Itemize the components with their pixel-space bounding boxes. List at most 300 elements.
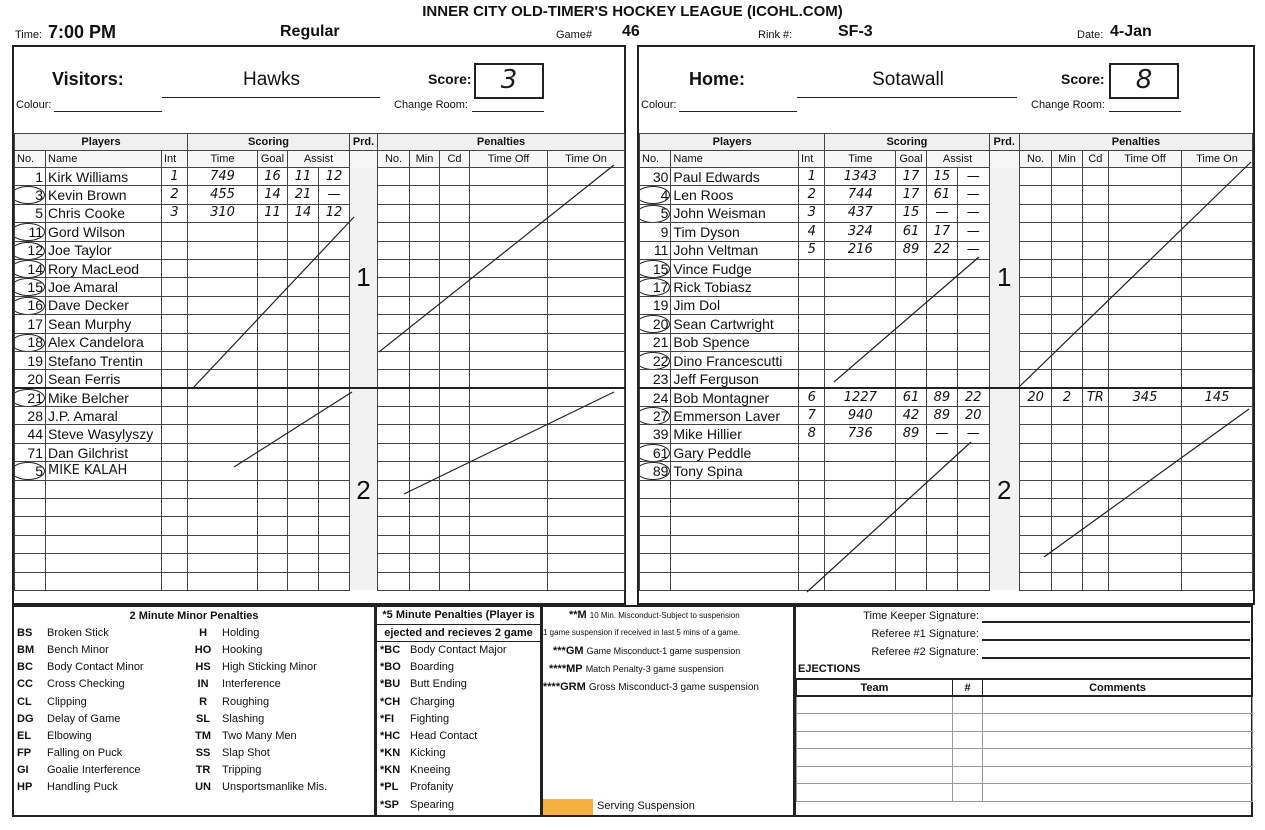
- home-penalty-time-on: [1181, 407, 1252, 425]
- home-penalty-time-on: [1181, 278, 1252, 296]
- visitors-penalty-cd: [440, 351, 470, 369]
- time-label: Time:: [15, 29, 43, 41]
- visitors-header-row-1: [15, 134, 625, 151]
- home-penalty-cd: [1082, 462, 1108, 480]
- home-score-label: Score:: [1061, 71, 1105, 87]
- visitors-penalty-no: [378, 351, 410, 369]
- visitors-penalty-time-on: [548, 223, 625, 241]
- visitors-player-name: Steve Wasylyszy: [46, 425, 162, 443]
- circle-mark: [640, 315, 671, 333]
- ejection-cell[interactable]: [797, 749, 953, 767]
- home-scoring-a2: —: [958, 241, 989, 259]
- home-scoring-a1: [926, 554, 957, 572]
- home-scoring-time: 736: [825, 425, 896, 443]
- visitors-scoring-int: [162, 407, 188, 425]
- home-penalty-cd: [1082, 480, 1108, 498]
- visitors-col-int: Int: [162, 151, 188, 168]
- table-row: [15, 407, 625, 425]
- visitors-change-room-label: Change Room:: [394, 99, 468, 111]
- visitors-penalty-cd: [440, 407, 470, 425]
- visitors-scoring-int: [162, 259, 188, 277]
- minor-desc: Hooking: [222, 643, 263, 656]
- visitors-player-name: Dan Gilchrist: [46, 443, 162, 461]
- major-desc: Boarding: [410, 661, 455, 674]
- visitors-penalty-time-on: [548, 296, 625, 314]
- home-scoring-goal: [896, 462, 926, 480]
- home-penalty-no: [1019, 333, 1051, 351]
- visitors-scoring-goal: [258, 443, 288, 461]
- home-score-box: [1109, 63, 1179, 99]
- home-penalty-time-off: [1109, 517, 1182, 535]
- visitors-colour-line: [54, 111, 162, 112]
- home-penalty-time-on: [1181, 499, 1252, 517]
- table-row: [640, 480, 1253, 498]
- ejection-cell[interactable]: [797, 714, 953, 732]
- visitors-scoring-time: [188, 443, 258, 461]
- home-player-name: Jim Dol: [671, 296, 799, 314]
- visitors-scoring-a1: [288, 278, 319, 296]
- major-desc: Fighting: [410, 712, 450, 725]
- home-scoring-a2: —: [958, 186, 989, 204]
- minor-code: CL: [17, 695, 32, 708]
- table-row: [15, 168, 625, 186]
- home-scoring-time: [825, 351, 896, 369]
- home-penalty-min: [1052, 278, 1082, 296]
- table-row: [15, 370, 625, 388]
- visitors-scoring-goal: [258, 425, 288, 443]
- home-penalty-cd: [1082, 333, 1108, 351]
- visitors-player-number: [15, 517, 46, 535]
- minor-desc: Slashing: [222, 712, 265, 725]
- visitors-penalty-time-on: [548, 517, 625, 535]
- major-desc: Kicking: [410, 747, 446, 760]
- ejection-cell[interactable]: [983, 731, 1253, 749]
- home-scoring-a2: [958, 462, 989, 480]
- ejections-title: EJECTIONS: [798, 663, 861, 675]
- home-penalty-min: [1052, 241, 1082, 259]
- home-team-name: Sotawall: [872, 69, 944, 90]
- major-code: *BC: [380, 644, 401, 657]
- ejection-cell[interactable]: [983, 784, 1253, 802]
- list-item: [14, 641, 374, 658]
- visitors-col-no: No.: [15, 151, 46, 168]
- visitors-penalty-time-off: [470, 370, 548, 388]
- home-player-name: Jeff Ferguson: [671, 370, 799, 388]
- home-scoring-a2: —: [958, 204, 989, 222]
- home-penalty-time-off: [1109, 572, 1182, 590]
- visitors-scoring-int: [162, 572, 188, 590]
- home-penalty-min: [1052, 186, 1082, 204]
- ejection-cell[interactable]: [983, 749, 1253, 767]
- home-col-assist: Assist: [926, 151, 989, 168]
- table-row: [640, 296, 1253, 314]
- home-penalty-min: [1052, 296, 1082, 314]
- home-scoring-a1: [926, 443, 957, 461]
- home-scoring-a2: [958, 278, 989, 296]
- ejection-cell[interactable]: [953, 696, 983, 714]
- minor-code: TM: [195, 729, 211, 742]
- visitors-scoring-time: [188, 535, 258, 553]
- minor-desc: Delay of Game: [47, 712, 121, 725]
- home-player-name: Gary Peddle: [671, 443, 799, 461]
- home-header-row-2: [640, 151, 1253, 168]
- minor-desc: Unsportsmanlike Mis.: [222, 781, 328, 794]
- visitors-penalty-time-on: [548, 241, 625, 259]
- home-scoring-a1: [926, 535, 957, 553]
- misconduct-m-desc: 10 Min. Misconduct-Subject to suspension: [589, 611, 740, 620]
- visitors-penalty-no: [378, 388, 410, 406]
- home-player-name: [671, 572, 799, 590]
- ejection-cell[interactable]: [983, 766, 1253, 784]
- home-penalty-time-on: [1181, 296, 1252, 314]
- home-player-number: 19: [640, 296, 671, 314]
- ejection-cell[interactable]: [797, 766, 953, 784]
- home-scoring-a2: [958, 535, 989, 553]
- home-penalty-cd: [1082, 425, 1108, 443]
- visitors-penalty-cd: [440, 296, 470, 314]
- home-penalty-time-on: [1181, 480, 1252, 498]
- table-row: [640, 443, 1253, 461]
- list-item: [377, 762, 540, 779]
- home-penalty-min: [1052, 572, 1082, 590]
- home-scoring-a1: [926, 517, 957, 535]
- home-scoring-goal: 89: [896, 241, 926, 259]
- home-player-name: Dino Francescutti: [671, 351, 799, 369]
- visitors-penalty-min: [410, 278, 440, 296]
- circle-mark: [15, 297, 46, 315]
- home-colour-label: Colour:: [641, 99, 677, 111]
- time-keeper-signature-line[interactable]: [982, 621, 1250, 623]
- table-row: [15, 315, 625, 333]
- visitors-col-goal: Goal: [258, 151, 288, 168]
- visitors-penalty-cd: [440, 388, 470, 406]
- misconduct-m-code: **M: [569, 609, 587, 621]
- home-scoring-a2: [958, 572, 989, 590]
- visitors-scoring-a2: [319, 241, 350, 259]
- home-scoring-a2: 22: [958, 388, 989, 406]
- home-scoring-int: [799, 351, 825, 369]
- visitors-penalty-no: [378, 425, 410, 443]
- visitors-scoring-a1: [288, 259, 319, 277]
- visitors-penalty-min: [410, 462, 440, 480]
- home-scoring-goal: [896, 351, 926, 369]
- home-scoring-time: 940: [825, 407, 896, 425]
- ejections-number-header: #: [953, 679, 983, 696]
- visitors-scoring-a2: 12: [319, 168, 350, 186]
- home-scoring-goal: [896, 333, 926, 351]
- major-desc: Body Contact Major: [410, 644, 507, 657]
- visitors-col-prd-blank: [350, 151, 378, 168]
- home-penalty-min: [1052, 315, 1082, 333]
- visitors-player-name: Sean Ferris: [46, 370, 162, 388]
- table-row: [640, 425, 1253, 443]
- visitors-scoring-int: [162, 241, 188, 259]
- home-player-number: 22: [640, 351, 671, 369]
- visitors-team-name: Hawks: [242, 69, 300, 90]
- home-penalty-time-off: [1109, 499, 1182, 517]
- table-row: [797, 749, 1253, 767]
- visitors-scoring-a2: 12: [319, 204, 350, 222]
- referee-1-signature-line[interactable]: [982, 639, 1250, 641]
- home-scoring-a2: [958, 296, 989, 314]
- visitors-header: [14, 47, 624, 133]
- home-penalty-no: [1019, 554, 1051, 572]
- home-player-name: Len Roos: [671, 186, 799, 204]
- visitors-col-name: Name: [46, 151, 162, 168]
- visitors-penalty-min: [410, 388, 440, 406]
- table-row: [640, 278, 1253, 296]
- minor-desc: Handling Puck: [47, 781, 118, 794]
- home-scoring-time: 1343: [825, 168, 896, 186]
- visitors-player-name: [46, 535, 162, 553]
- home-scoring-time: 216: [825, 241, 896, 259]
- visitors-scoring-a2: [319, 425, 350, 443]
- table-row: [640, 499, 1253, 517]
- visitors-penalty-no: [378, 554, 410, 572]
- home-penalty-cd: [1082, 278, 1108, 296]
- home-player-name: [671, 535, 799, 553]
- visitors-penalty-no: [378, 296, 410, 314]
- home-colour-line: [679, 111, 797, 112]
- home-penalty-no: [1019, 315, 1051, 333]
- visitors-scoring-int: [162, 499, 188, 517]
- visitors-penalty-min: [410, 296, 440, 314]
- home-penalty-no: [1019, 443, 1051, 461]
- visitors-scoring-time: [188, 554, 258, 572]
- home-player-number: 15: [640, 259, 671, 277]
- ejection-cell[interactable]: [953, 731, 983, 749]
- visitors-penalty-cd: [440, 259, 470, 277]
- visitors-penalty-time-on: [548, 370, 625, 388]
- visitors-scoring-goal: [258, 351, 288, 369]
- minor-code: UN: [195, 781, 211, 794]
- visitors-col-min: Min: [410, 151, 440, 168]
- visitors-scoring-a2: [319, 535, 350, 553]
- visitors-scoring-int: 2: [162, 186, 188, 204]
- visitors-penalty-time-on: [548, 388, 625, 406]
- visitors-penalty-time-off: [470, 204, 548, 222]
- ejections-comments-header: Comments: [983, 679, 1253, 696]
- visitors-scoring-a2: [319, 223, 350, 241]
- visitors-player-name: Gord Wilson: [46, 223, 162, 241]
- home-scoring-goal: 61: [896, 223, 926, 241]
- visitors-penalty-time-off: [470, 443, 548, 461]
- visitors-penalty-cd: [440, 223, 470, 241]
- home-player-name: [671, 480, 799, 498]
- home-penalty-cd: [1082, 204, 1108, 222]
- home-penalty-time-on: [1181, 572, 1252, 590]
- minor-code: FP: [17, 747, 32, 760]
- home-scoring-goal: [896, 296, 926, 314]
- home-scoring-time: 324: [825, 223, 896, 241]
- home-penalty-time-on: 145: [1181, 388, 1252, 406]
- home-scoring-int: [799, 554, 825, 572]
- home-scoring-time: [825, 499, 896, 517]
- home-player-name: Tony Spina: [671, 462, 799, 480]
- visitors-penalty-time-on: [548, 443, 625, 461]
- home-penalty-min: [1052, 499, 1082, 517]
- ejection-cell[interactable]: [953, 766, 983, 784]
- home-player-name: Sean Cartwright: [671, 315, 799, 333]
- visitors-penalty-min: [410, 499, 440, 517]
- visitors-player-number: 71: [15, 443, 46, 461]
- ejection-cell[interactable]: [953, 714, 983, 732]
- home-col-name: Name: [671, 151, 799, 168]
- visitors-scoring-time: [188, 388, 258, 406]
- visitors-scoring-int: [162, 370, 188, 388]
- major-code: *SP: [380, 798, 399, 811]
- home-scoring-int: [799, 480, 825, 498]
- home-col-cd: Cd: [1082, 151, 1108, 168]
- ejection-cell[interactable]: [797, 731, 953, 749]
- home-scoring-a2: [958, 259, 989, 277]
- visitors-scoring-int: [162, 535, 188, 553]
- home-scoring-time: [825, 572, 896, 590]
- table-row: [15, 333, 625, 351]
- visitors-penalty-time-on: [548, 168, 625, 186]
- home-player-number: 9: [640, 223, 671, 241]
- home-player-name: John Weisman: [671, 204, 799, 222]
- visitors-scoring-a1: 11: [288, 168, 319, 186]
- home-label: Home:: [689, 69, 746, 89]
- visitors-penalty-min: [410, 407, 440, 425]
- home-header-row-1: [640, 134, 1253, 151]
- home-scoring-int: [799, 517, 825, 535]
- ejection-cell[interactable]: [953, 749, 983, 767]
- home-player-name: [671, 554, 799, 572]
- home-scoring-a1: [926, 499, 957, 517]
- home-penalty-no: [1019, 351, 1051, 369]
- visitors-penalty-time-on: [548, 499, 625, 517]
- home-col-time-on: Time On: [1181, 151, 1252, 168]
- visitors-scoring-a2: [319, 480, 350, 498]
- home-penalty-time-off: [1109, 296, 1182, 314]
- visitors-scoring-goal: [258, 554, 288, 572]
- misconduct-m-desc2: 1 game suspension if received in last 5 mins of a game.: [543, 628, 740, 637]
- visitors-player-number: [15, 499, 46, 517]
- home-scoring-a1: —: [926, 204, 957, 222]
- home-scoring-a1: [926, 333, 957, 351]
- visitors-penalty-cd: [440, 168, 470, 186]
- visitors-penalty-no: [378, 407, 410, 425]
- home-change-room-label: Change Room:: [1031, 99, 1105, 111]
- home-scoring-goal: [896, 480, 926, 498]
- ejection-cell[interactable]: [797, 784, 953, 802]
- home-penalty-time-on: [1181, 443, 1252, 461]
- home-scoring-a1: [926, 351, 957, 369]
- home-team-line: [797, 97, 1017, 98]
- list-item: [377, 693, 540, 710]
- visitors-scoring-int: [162, 425, 188, 443]
- home-penalty-time-on: [1181, 168, 1252, 186]
- visitors-score-label: Score:: [428, 71, 472, 87]
- major-desc: Head Contact: [410, 729, 478, 742]
- visitors-player-number: 16: [15, 296, 46, 314]
- minor-code: BC: [17, 661, 33, 674]
- visitors-scoring-int: [162, 462, 188, 480]
- home-player-number: [640, 572, 671, 590]
- visitors-player-number: [15, 554, 46, 572]
- visitors-penalty-cd: [440, 241, 470, 259]
- visitors-player-name: Mike Belcher: [46, 388, 162, 406]
- visitors-scoring-time: [188, 499, 258, 517]
- visitors-player-number: 19: [15, 351, 46, 369]
- home-scoring-a2: [958, 443, 989, 461]
- home-player-number: 4: [640, 186, 671, 204]
- table-row: [15, 351, 625, 369]
- table-row: [15, 535, 625, 553]
- table-row: [15, 204, 625, 222]
- home-penalty-time-on: [1181, 204, 1252, 222]
- minor-code: CC: [17, 678, 33, 691]
- visitors-scoring-a2: [319, 278, 350, 296]
- major-desc: Kneeing: [410, 764, 451, 777]
- ejection-cell[interactable]: [797, 696, 953, 714]
- minor-code: DG: [17, 712, 34, 725]
- home-scoring-a2: [958, 351, 989, 369]
- home-player-name: Mike Hillier: [671, 425, 799, 443]
- visitors-scoring-time: [188, 278, 258, 296]
- home-scoring-time: [825, 535, 896, 553]
- visitors-scoring-time: [188, 480, 258, 498]
- visitors-scoring-a1: [288, 315, 319, 333]
- table-row: [15, 517, 625, 535]
- visitors-penalty-no: [378, 315, 410, 333]
- table-row: [15, 241, 625, 259]
- home-penalty-no: [1019, 278, 1051, 296]
- circle-mark: [15, 389, 46, 406]
- home-penalty-cd: [1082, 572, 1108, 590]
- list-item: [14, 659, 374, 676]
- visitors-penalty-cd: [440, 480, 470, 498]
- home-penalty-no: [1019, 407, 1051, 425]
- visitors-penalty-min: [410, 241, 440, 259]
- home-scoring-goal: 61: [896, 388, 926, 406]
- visitors-scoring-goal: [258, 241, 288, 259]
- ejection-cell[interactable]: [983, 714, 1253, 732]
- visitors-scoring-a1: [288, 351, 319, 369]
- visitors-penalty-min: [410, 535, 440, 553]
- home-scoring-time: [825, 370, 896, 388]
- referee-2-signature-line[interactable]: [982, 657, 1250, 659]
- table-row: [640, 535, 1253, 553]
- home-penalty-cd: [1082, 168, 1108, 186]
- ejection-cell[interactable]: [983, 696, 1253, 714]
- visitors-scoring-time: 310: [188, 204, 258, 222]
- home-penalty-time-off: [1109, 351, 1182, 369]
- visitors-scoring-int: 3: [162, 204, 188, 222]
- table-row: [15, 223, 625, 241]
- list-item: [14, 779, 374, 796]
- home-scoring-goal: [896, 517, 926, 535]
- home-scoring-goal: 89: [896, 425, 926, 443]
- visitors-penalty-time-on: [548, 259, 625, 277]
- visitors-penalty-no: [378, 259, 410, 277]
- misconduct-legend: [542, 605, 795, 817]
- home-penalty-no: [1019, 535, 1051, 553]
- home-penalty-time-off: [1109, 370, 1182, 388]
- table-row: [15, 186, 625, 204]
- table-row: [640, 462, 1253, 480]
- visitors-penalty-no: [378, 572, 410, 590]
- visitors-scoring-goal: [258, 223, 288, 241]
- home-scoring-int: 3: [799, 204, 825, 222]
- ejection-cell[interactable]: [953, 784, 983, 802]
- list-item: [377, 659, 540, 676]
- minor-code: HO: [194, 643, 212, 656]
- table-row: [797, 731, 1253, 749]
- home-penalty-cd: [1082, 407, 1108, 425]
